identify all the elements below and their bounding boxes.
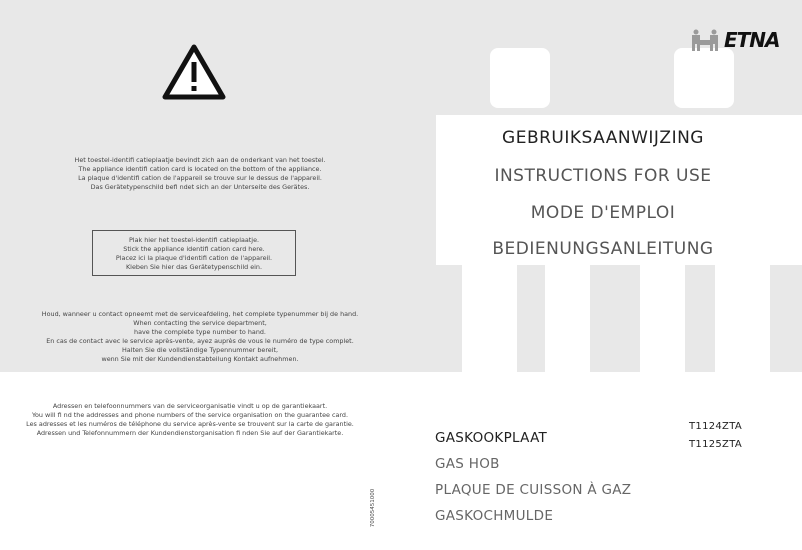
title-de: BEDIENUNGSANLEITUNG <box>492 239 714 259</box>
service-line: En cas de contact avec le service après-vente, ayez auprès de vous le numéro de type complet. <box>46 337 354 345</box>
card-line: Kleben Sie hier das Gerätetypenschild ein. <box>125 263 263 271</box>
product-en: GAS HOB <box>435 456 500 472</box>
people-logo-icon <box>690 29 724 51</box>
model-number: T1125ZTA <box>689 439 742 450</box>
address-line: Les adresses et les numéros de téléphone du service après-vente se trouvent sur la carte de garantie. <box>26 420 354 428</box>
title-fr: MODE D'EMPLOI <box>530 203 676 223</box>
notice-line: Het toestel-identifi catieplaatje bevindt zich aan de onderkant van het toestel. <box>74 156 326 164</box>
service-notice <box>20 310 380 364</box>
product-de: GASKOCHMULDE <box>435 508 554 524</box>
figure-head-right <box>674 48 734 108</box>
warning-triangle-icon <box>162 44 226 100</box>
title-nl: GEBRUIKSAANWIJZING <box>502 128 704 148</box>
service-line: Houd, wanneer u contact opneemt met de serviceafdeling, het complete typenummer bij de hand. <box>41 310 359 318</box>
etna-logo <box>690 28 780 52</box>
document-code: 70005451000 <box>370 488 376 528</box>
identification-card-box <box>92 230 296 276</box>
figure-leg <box>462 265 517 372</box>
model-number: T1124ZTA <box>689 421 742 432</box>
figure-head-left <box>490 48 550 108</box>
service-line: have the complete type number to hand. <box>134 328 266 336</box>
card-line: Plak hier het toestel-identifi catieplaatje. <box>128 236 260 244</box>
product-fr: PLAQUE DE CUISSON À GAZ <box>435 482 632 498</box>
figure-leg <box>545 265 590 372</box>
notice-line: Das Gerätetypenschild befi ndet sich an der Unterseite des Gerätes. <box>90 183 310 191</box>
notice-line: La plaque d'identifi cation de l'appareil se trouve sur le dessus de l'appareil. <box>78 174 322 182</box>
logo-text: ETNA <box>724 28 780 52</box>
location-notice <box>40 156 360 192</box>
title-en: INSTRUCTIONS FOR USE <box>494 166 712 186</box>
notice-line: The appliance identifi cation card is located on the bottom of the appliance. <box>78 165 322 173</box>
product-nl: GASKOOKPLAAT <box>435 430 548 446</box>
card-line: Stick the appliance identifi cation card here. <box>123 245 265 253</box>
service-line: When contacting the service department, <box>133 319 267 327</box>
address-line: You will fi nd the addresses and phone numbers of the service organisation on the guarantee card. <box>31 411 349 419</box>
address-notice <box>20 402 360 438</box>
service-line: wenn Sie mit der Kundendienstabteilung Kontakt aufnehmen. <box>101 355 299 363</box>
figure-leg <box>715 265 770 372</box>
card-line: Placez ici la plaque d'identifi cation de l'appareil. <box>115 254 273 262</box>
figure-leg <box>640 265 685 372</box>
address-line: Adressen en telefoonnummers van de serviceorganisatie vindt u op de garantiekaart. <box>52 402 328 410</box>
address-line: Adressen und Telefonnummern der Kundendienstorganisation fi nden Sie auf der Garantiekarte. <box>36 429 344 437</box>
service-line: Halten Sie die vollständige Typennummer bereit, <box>121 346 279 354</box>
